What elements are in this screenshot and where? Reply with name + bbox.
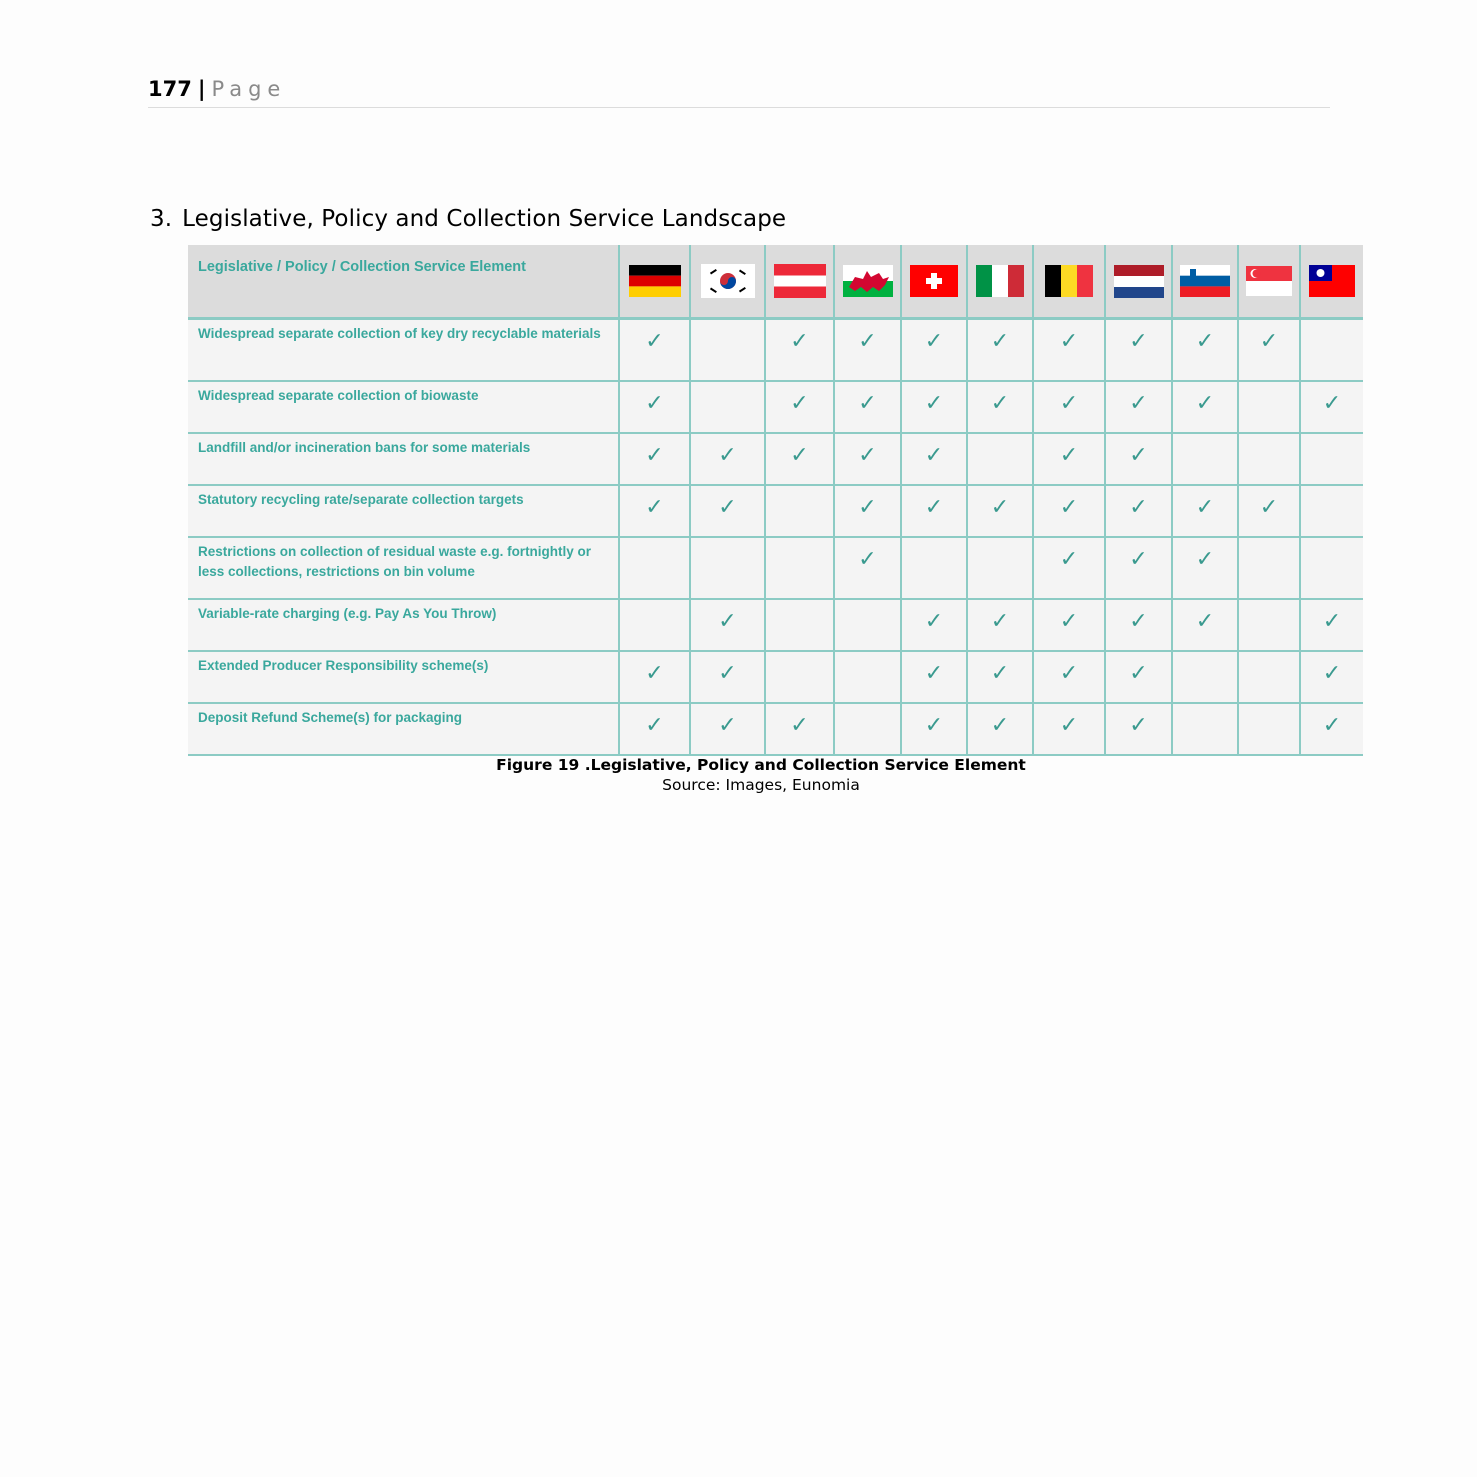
- south-korea-flag: [701, 264, 755, 298]
- check-cell: [1105, 433, 1172, 485]
- check-icon: ✓: [1059, 442, 1079, 468]
- check-icon: ✓: [790, 712, 809, 738]
- table-row: [188, 537, 1363, 599]
- flag-column-slovenia: [1172, 245, 1238, 319]
- check-icon: ✓: [645, 660, 664, 686]
- check-cell: [1172, 485, 1238, 537]
- check-cell: [765, 319, 834, 381]
- check-cell: [901, 485, 967, 537]
- check-cell: [1238, 433, 1300, 485]
- flag-column-wales: [834, 245, 901, 319]
- check-cell: [1033, 703, 1105, 755]
- wales-flag: [843, 265, 893, 297]
- check-icon: ✓: [645, 390, 664, 416]
- check-cell: [1105, 485, 1172, 537]
- check-icon: ✓: [645, 329, 664, 354]
- check-cell: [619, 537, 690, 599]
- check-cell: [967, 319, 1033, 381]
- check-cell: [1105, 319, 1172, 381]
- check-icon: ✓: [924, 608, 944, 634]
- check-cell: [901, 381, 967, 433]
- check-cell: [901, 651, 967, 703]
- check-cell: [1238, 381, 1300, 433]
- check-icon: ✓: [1059, 390, 1079, 416]
- table-body: [188, 319, 1363, 755]
- check-cell: [690, 485, 765, 537]
- check-cell: [1300, 537, 1363, 599]
- check-cell: [901, 537, 967, 599]
- row-label: Restrictions on collection of residual waste e.g. fortnightly or less collections, restrictions on bin volume: [188, 537, 619, 599]
- row-label: Widespread separate collection of key dry recyclable materials: [188, 319, 619, 381]
- check-icon: ✓: [924, 494, 944, 520]
- netherlands-flag: [1114, 265, 1164, 298]
- flag-column-austria: [765, 245, 834, 319]
- table-row: [188, 485, 1363, 537]
- check-cell: [1238, 537, 1300, 599]
- check-icon: ✓: [990, 390, 1010, 416]
- check-cell: [967, 381, 1033, 433]
- check-icon: ✓: [1322, 390, 1342, 416]
- check-cell: [967, 703, 1033, 755]
- check-cell: [690, 433, 765, 485]
- check-icon: ✓: [1059, 494, 1079, 520]
- check-icon: ✓: [1195, 494, 1215, 520]
- check-cell: [1033, 319, 1105, 381]
- section-number: 3.: [150, 206, 173, 232]
- check-icon: ✓: [1059, 660, 1079, 686]
- check-cell: [834, 703, 901, 755]
- check-icon: ✓: [858, 390, 877, 416]
- check-icon: ✓: [1059, 608, 1079, 634]
- check-icon: ✓: [1059, 712, 1079, 738]
- check-icon: ✓: [990, 494, 1010, 520]
- check-icon: ✓: [990, 329, 1010, 354]
- check-cell: [1105, 703, 1172, 755]
- check-cell: [765, 537, 834, 599]
- check-cell: [901, 599, 967, 651]
- check-cell: [834, 433, 901, 485]
- check-icon: ✓: [858, 494, 877, 520]
- check-icon: ✓: [1129, 608, 1148, 634]
- check-icon: ✓: [1129, 546, 1148, 572]
- check-icon: ✓: [1129, 712, 1148, 738]
- table-row: [188, 433, 1363, 485]
- page-word: Page: [211, 77, 287, 101]
- row-label: Deposit Refund Scheme(s) for packaging: [188, 703, 619, 755]
- check-icon: ✓: [1195, 608, 1215, 634]
- check-icon: ✓: [858, 442, 877, 468]
- flag-column-taiwan: [1300, 245, 1363, 319]
- row-label: Landfill and/or incineration bans for some materials: [188, 433, 619, 485]
- check-icon: ✓: [718, 494, 737, 520]
- row-label: Extended Producer Responsibility scheme(s): [188, 651, 619, 703]
- check-icon: ✓: [990, 712, 1010, 738]
- check-cell: [690, 599, 765, 651]
- check-icon: ✓: [1322, 660, 1342, 686]
- check-icon: ✓: [924, 329, 944, 354]
- check-cell: [765, 381, 834, 433]
- caption-source: Source: Images, Eunomia: [662, 776, 860, 794]
- check-icon: ✓: [1129, 660, 1148, 686]
- check-icon: ✓: [790, 442, 809, 468]
- check-icon: ✓: [718, 660, 737, 686]
- check-cell: [619, 703, 690, 755]
- check-icon: ✓: [858, 329, 877, 354]
- check-cell: [834, 537, 901, 599]
- check-cell: [967, 599, 1033, 651]
- check-cell: [901, 433, 967, 485]
- belgium-flag: [1045, 265, 1093, 297]
- check-cell: [690, 381, 765, 433]
- check-icon: ✓: [718, 608, 737, 634]
- check-cell: [1300, 381, 1363, 433]
- check-cell: [690, 703, 765, 755]
- check-cell: [967, 651, 1033, 703]
- check-cell: [1033, 485, 1105, 537]
- check-cell: [619, 433, 690, 485]
- check-cell: [1105, 537, 1172, 599]
- row-label: Widespread separate collection of biowaste: [188, 381, 619, 433]
- check-cell: [1300, 703, 1363, 755]
- check-cell: [1300, 433, 1363, 485]
- check-icon: ✓: [924, 390, 944, 416]
- table-row: [188, 381, 1363, 433]
- row-label: Variable-rate charging (e.g. Pay As You Throw): [188, 599, 619, 651]
- check-cell: [1172, 319, 1238, 381]
- italy-flag: [976, 265, 1024, 297]
- check-icon: ✓: [1129, 442, 1148, 468]
- check-cell: [1105, 381, 1172, 433]
- check-cell: [901, 703, 967, 755]
- check-cell: [834, 319, 901, 381]
- figure-caption: [0, 755, 1477, 795]
- table-row: [188, 319, 1363, 381]
- row-label: Statutory recycling rate/separate collection targets: [188, 485, 619, 537]
- table-header-row: [188, 245, 1363, 319]
- flag-column-netherlands: [1105, 245, 1172, 319]
- flag-column-singapore: [1238, 245, 1300, 319]
- flag-column-belgium: [1033, 245, 1105, 319]
- check-cell: [1238, 485, 1300, 537]
- comparison-table-figure: [188, 245, 1363, 744]
- check-icon: ✓: [1059, 329, 1079, 354]
- germany-flag: [629, 265, 681, 297]
- table-row: [188, 599, 1363, 651]
- check-icon: ✓: [924, 712, 944, 738]
- check-icon: ✓: [924, 442, 944, 468]
- check-cell: [619, 319, 690, 381]
- austria-flag: [774, 264, 826, 298]
- page-separator: |: [197, 77, 206, 101]
- check-cell: [967, 485, 1033, 537]
- check-icon: ✓: [718, 442, 737, 468]
- check-icon: ✓: [924, 660, 944, 686]
- check-icon: ✓: [1129, 329, 1148, 354]
- check-icon: ✓: [1129, 494, 1148, 520]
- check-icon: ✓: [718, 712, 737, 738]
- check-cell: [1300, 485, 1363, 537]
- check-cell: [1300, 651, 1363, 703]
- page-header: [148, 74, 1330, 108]
- check-cell: [1238, 651, 1300, 703]
- check-cell: [834, 651, 901, 703]
- caption-title: Figure 19 .Legislative, Policy and Collection Service Element: [496, 756, 1026, 774]
- check-cell: [967, 433, 1033, 485]
- taiwan-flag: [1309, 265, 1355, 297]
- check-cell: [765, 433, 834, 485]
- check-cell: [1172, 433, 1238, 485]
- flag-column-germany: [619, 245, 690, 319]
- check-cell: [1300, 599, 1363, 651]
- check-icon: ✓: [1322, 712, 1342, 738]
- check-icon: ✓: [1259, 329, 1279, 354]
- check-cell: [1172, 651, 1238, 703]
- check-icon: ✓: [1195, 329, 1215, 354]
- check-icon: ✓: [1129, 390, 1148, 416]
- check-cell: [1172, 537, 1238, 599]
- check-cell: [765, 599, 834, 651]
- check-cell: [834, 485, 901, 537]
- check-cell: [1033, 433, 1105, 485]
- check-icon: ✓: [1195, 546, 1215, 572]
- check-cell: [901, 319, 967, 381]
- table-row: [188, 703, 1363, 755]
- check-cell: [834, 381, 901, 433]
- flag-column-italy: [967, 245, 1033, 319]
- slovenia-flag: [1180, 265, 1230, 297]
- check-icon: ✓: [1259, 494, 1279, 520]
- check-cell: [690, 319, 765, 381]
- comparison-table: [188, 245, 1363, 756]
- check-cell: [690, 537, 765, 599]
- check-cell: [1172, 703, 1238, 755]
- check-cell: [765, 703, 834, 755]
- check-cell: [765, 651, 834, 703]
- check-icon: ✓: [1195, 390, 1215, 416]
- check-icon: ✓: [1322, 608, 1342, 634]
- check-cell: [765, 485, 834, 537]
- check-icon: ✓: [645, 442, 664, 468]
- check-cell: [1300, 319, 1363, 381]
- check-cell: [1238, 703, 1300, 755]
- check-icon: ✓: [990, 660, 1010, 686]
- section-heading: [150, 206, 786, 232]
- switzerland-flag: [910, 265, 958, 297]
- check-cell: [1033, 537, 1105, 599]
- check-cell: [1238, 319, 1300, 381]
- check-cell: [619, 651, 690, 703]
- section-title: Legislative, Policy and Collection Service Landscape: [182, 206, 787, 232]
- check-cell: [1172, 381, 1238, 433]
- check-icon: ✓: [645, 494, 664, 520]
- check-icon: ✓: [790, 329, 809, 354]
- check-icon: ✓: [1059, 546, 1079, 572]
- check-cell: [1238, 599, 1300, 651]
- flag-column-switzerland: [901, 245, 967, 319]
- check-cell: [1033, 651, 1105, 703]
- singapore-flag: [1246, 266, 1292, 296]
- flag-column-south-korea: [690, 245, 765, 319]
- check-cell: [1105, 651, 1172, 703]
- check-cell: [1033, 599, 1105, 651]
- check-cell: [619, 381, 690, 433]
- check-cell: [834, 599, 901, 651]
- check-icon: ✓: [790, 390, 809, 416]
- check-icon: ✓: [858, 546, 877, 572]
- check-cell: [1172, 599, 1238, 651]
- check-cell: [619, 485, 690, 537]
- check-icon: ✓: [645, 712, 664, 738]
- check-cell: [1105, 599, 1172, 651]
- check-cell: [967, 537, 1033, 599]
- check-cell: [690, 651, 765, 703]
- check-icon: ✓: [990, 608, 1010, 634]
- check-cell: [1033, 381, 1105, 433]
- check-cell: [619, 599, 690, 651]
- page-number: 177: [148, 77, 192, 101]
- table-header-label: Legislative / Policy / Collection Service Element: [188, 245, 619, 319]
- table-row: [188, 651, 1363, 703]
